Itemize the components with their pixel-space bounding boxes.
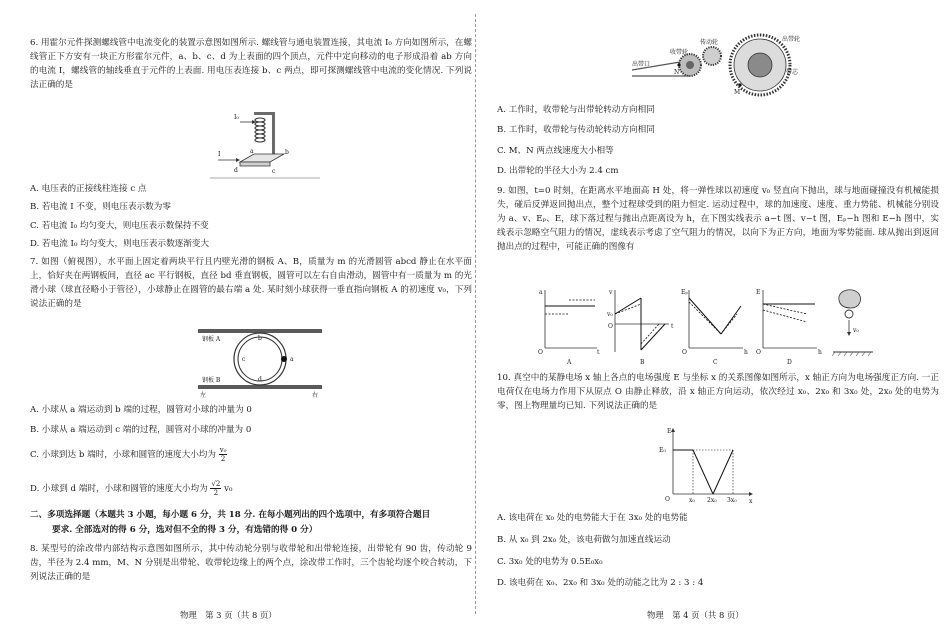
q9-b-xlabel: t — [671, 323, 674, 330]
q6-i-arrowhead — [236, 158, 240, 162]
q10-field-svg — [657, 428, 757, 506]
q8-label-take: 收带轮 — [670, 49, 689, 56]
q8-option-c: C. M、N 两点线速度大小相等 — [497, 146, 614, 156]
page-3-footer: 物理 第 3 页（共 8 页） — [180, 610, 277, 620]
q7-label-b: b — [258, 335, 262, 342]
q8-gear-svg — [632, 32, 807, 98]
q7-plate-a — [198, 329, 322, 333]
q8-point-m — [738, 83, 741, 86]
q9-b-ylabel: v — [609, 289, 613, 296]
q10-field-fall — [693, 450, 713, 494]
q9-label-d: D — [787, 359, 792, 366]
q8-label-outlet: 出带轮 — [782, 36, 801, 43]
q10-y-arrow — [671, 428, 675, 432]
q10-field-rise — [713, 450, 733, 494]
q8-gear-figure — [632, 32, 807, 98]
q6-stand-arm — [254, 112, 275, 115]
q7-option-d-text: D. 小球到 d 端时，小球和圆管的速度大小均为 — [30, 484, 208, 494]
page-4-footer: 物理 第 4 页（共 8 页） — [647, 610, 744, 620]
q7-option-c-text: C. 小球到达 b 端时，小球和圆管的速度大小均为 — [30, 450, 216, 460]
q7-label-plate-a: 钢板 A — [202, 336, 221, 343]
q6-hall-plate-top — [240, 154, 284, 162]
q7-option-d-den: 2 — [213, 489, 219, 497]
q8-label-drive: 传动轮 — [700, 39, 719, 46]
q9-ground-hatch — [832, 352, 871, 356]
q7-ball — [281, 356, 287, 362]
q7-stem: 7. 如图（俯视图），水平面上固定着两块平行且内壁光滑的钢板 A、B，质量为 m 的光滑圆管 abcd 静止在水平面上，恰好夹在两钢板间，直径 ac 平行钢板，直径 bd 垂直钢板，圆管可以左右自由滑动，圆管中有一质量为 m 的光滑小球（球直径略小于管径），小球静止在圆管的最右端 a 处. 某时刻小球获得一垂直指向钢板 A 的初速度 v₀，下列说法正确的是 — [30, 257, 472, 309]
q10-field-figure — [657, 428, 757, 506]
q9-c-xlabel: h — [744, 349, 748, 356]
q9-d-origin: O — [756, 349, 761, 356]
q9-graphs — [537, 286, 877, 366]
q10-label-x: x — [749, 498, 753, 505]
page-divider — [475, 14, 476, 614]
q9-graph-d — [756, 289, 822, 366]
q7-label-d: d — [258, 376, 262, 383]
q9-label-a: A — [567, 359, 572, 366]
q7-option-c-num: v₀ — [219, 446, 227, 454]
section-2-line1: 二、多项选择题（本题共 3 小题，每小题 6 分，共 18 分. 在每小题列出的四个选项中，有多项符合题目 — [30, 510, 431, 520]
q10-option-b: B. 从 x₀ 到 2x₀ 处，该电荷做匀加速直线运动 — [497, 535, 671, 545]
q7-option-c-fraction — [219, 446, 228, 463]
q7-option-c — [30, 446, 227, 463]
q7-option-d-num: √2 — [211, 480, 221, 488]
q9-graph-c — [681, 289, 748, 366]
q9-graphs-svg — [537, 286, 877, 366]
q7-ring-svg — [198, 326, 322, 398]
q6-hall-plate-side — [240, 162, 270, 166]
q9-d-xlabel: h — [818, 349, 822, 356]
q9-b-v0: v₀ — [607, 311, 613, 318]
page-4 — [497, 0, 939, 631]
q6-option-d: D. 若电流 I₀ 均匀变大，则电压表示数逐渐变大 — [30, 239, 210, 249]
q6-option-a: A. 电压表的正接线柱连接 c 点 — [30, 184, 147, 194]
q7-option-c-den: 2 — [220, 455, 226, 463]
q6-stem: 6. 用霍尔元件探测螺线管中电流变化的装置示意图如图所示. 螺线管与通电装置连接，其电流 I₀ 方向如图所示，在螺线管正下方安有一块正方形霍尔元件，a、b、c、d 为上表面的四个顶点，元件中定向移动的电子形成沿着 ab 方向的电流 I，螺线管的轴线垂直于元件的上表面. 用电压表连接 b、c 两点，即可探测螺线管中电流的变化情况. 下列说法正确的是 — [30, 38, 472, 90]
q6-label-b: b — [285, 149, 289, 156]
q8-stem: 8. 某型号的涂改带内部结构示意图如图所示，其中传动轮分别与收带轮和出带轮连接，出带轮有 90 齿，传动轮 9 齿，半径为 2.4 mm，M、N 分别是出带轮、收带轮边缘上的两个点，涂改带工作时，三个齿轮均逐个咬合转动，下列说法正确的是 — [30, 544, 472, 582]
q9-c-ylabel: Eₚ — [681, 289, 688, 296]
q6-solenoid-svg — [210, 110, 320, 180]
q7-label-left: 左 — [200, 392, 207, 398]
q8-label-belt: 带芯 — [786, 69, 799, 76]
q9-a-origin: O — [538, 349, 543, 356]
q8-option-d: D. 出带轮的半径大小为 2.4 cm — [497, 166, 619, 176]
q10-label-2x0: 2x₀ — [707, 497, 717, 504]
q6-option-b: B. 若电流 I 不变，则电压表示数为零 — [30, 202, 171, 212]
q6-label-i: I — [218, 151, 221, 158]
q10-option-a: A. 该电荷在 x₀ 处的电势能大于在 3x₀ 处的电势能 — [497, 513, 688, 523]
q9-ball — [845, 310, 853, 318]
q7-option-d-tail: v₀ — [224, 484, 233, 494]
q8-take-gear-hub — [686, 61, 694, 69]
q9-stem: 9. 如图，t=0 时刻，在距离水平地面高 H 处，将一弹性球以初速度 v₀ 竖直向下抛出，球与地面碰撞没有机械能损失，碰后反弹返回抛出点，整个过程球受到的阻力恒定. 运动过程中，球的加速度、速度、重力势能、机械能分别设为 a、v、Eₚ、E，球下落过程与抛出点距离设为 h，在下图实线表示 a−t 图、v−t 图，Eₚ−h 图和 E−h 图中，实线表示忽略空气阻力的情况，虚线表示考虑了空气阻力的情况，以向下为正方向，地面为零势能面. 球从抛出到返回抛出点的过程中，可能正确的图像有 — [497, 186, 939, 252]
q9-label-b: B — [640, 359, 645, 366]
q10-label-o: O — [665, 496, 670, 503]
q6-solenoid-figure — [210, 110, 320, 180]
q8-option-b: B. 工作时，收带轮与传动轮转动方向相同 — [497, 125, 655, 135]
q10-option-d: D. 该电荷在 x₀、2x₀ 和 3x₀ 处的动能之比为 2 : 3 : 4 — [497, 578, 704, 588]
q6-label-i0: I₀ — [234, 114, 239, 121]
q6-option-c: C. 若电流 I₀ 均匀变大，则电压表示数保持不变 — [30, 221, 209, 231]
q8-label-m: M — [734, 89, 741, 96]
q9-fig-v0: v₀ — [853, 327, 859, 334]
q8-label-mouth: 出带口 — [632, 61, 651, 68]
q10-stem: 10. 真空中的某静电场 x 轴上各点的电场强度 E 与坐标 x 的关系图像如图所示，x 轴正方向为电场强度正方向. 一正电荷仅在电场力作用下从原点 O 由静止释放，沿 x 轴正方向运动，依次经过 x₀、2x₀ 和 3x₀ 处，2x₀ 处的电势为零，图上物理量均已知. 下列说法正确的是 — [497, 373, 939, 411]
q7-label-c: c — [242, 356, 246, 363]
q8-option-a: A. 工作时，收带轮与出带轮转动方向相同 — [497, 105, 655, 115]
section-2-line2: 要求. 全部选对的得 6 分，选对但不全的得 3 分，有选错的得 0 分） — [52, 525, 318, 535]
q9-hand — [839, 290, 861, 308]
q7-option-b: B. 小球从 a 端运动到 c 端的过程，圆管对小球的冲量为 0 — [30, 425, 252, 435]
q9-graph-a — [538, 289, 600, 366]
q7-label-a: a — [290, 356, 294, 363]
q7-ring-figure — [198, 326, 322, 398]
q9-d-ylabel: E — [756, 289, 761, 296]
q10-x-arrow — [749, 492, 753, 496]
q6-label-d: d — [234, 167, 238, 174]
q9-a-xlabel: t — [597, 349, 600, 356]
q10-option-c: C. 3x₀ 处的电势为 0.5E₀x₀ — [497, 557, 603, 567]
q8-belt-core — [748, 53, 772, 77]
q10-label-e: E — [667, 428, 672, 435]
q9-b-origin: O — [608, 323, 613, 330]
q9-c-origin: O — [682, 349, 687, 356]
q7-option-d — [30, 480, 232, 497]
q8-drive-gear — [703, 47, 721, 65]
q7-label-right: 右 — [312, 392, 319, 398]
q10-label-3x0: 3x₀ — [727, 497, 737, 504]
q10-label-e0: E₀ — [659, 447, 666, 454]
q8-point-n — [677, 63, 680, 66]
q7-plate-b — [198, 385, 322, 389]
q9-a-ylabel: a — [539, 289, 543, 296]
q6-coil — [255, 118, 265, 142]
q9-label-c: C — [713, 359, 718, 366]
q6-stand-post — [272, 112, 275, 158]
q6-label-a: a — [250, 148, 254, 155]
q7-label-plate-b: 钢板 B — [202, 377, 221, 384]
q7-option-d-fraction — [210, 480, 221, 497]
q9-v0-arrowhead — [847, 332, 851, 336]
q8-label-n: N — [674, 69, 680, 76]
page-3 — [30, 0, 472, 631]
q10-label-x0: x₀ — [689, 497, 695, 504]
q9-graph-b — [606, 289, 674, 366]
q9-hand-ball — [832, 290, 873, 356]
q7-option-a: A. 小球从 a 端运动到 b 端的过程，圆管对小球的冲量为 0 — [30, 405, 252, 415]
q6-label-c: c — [272, 168, 276, 175]
